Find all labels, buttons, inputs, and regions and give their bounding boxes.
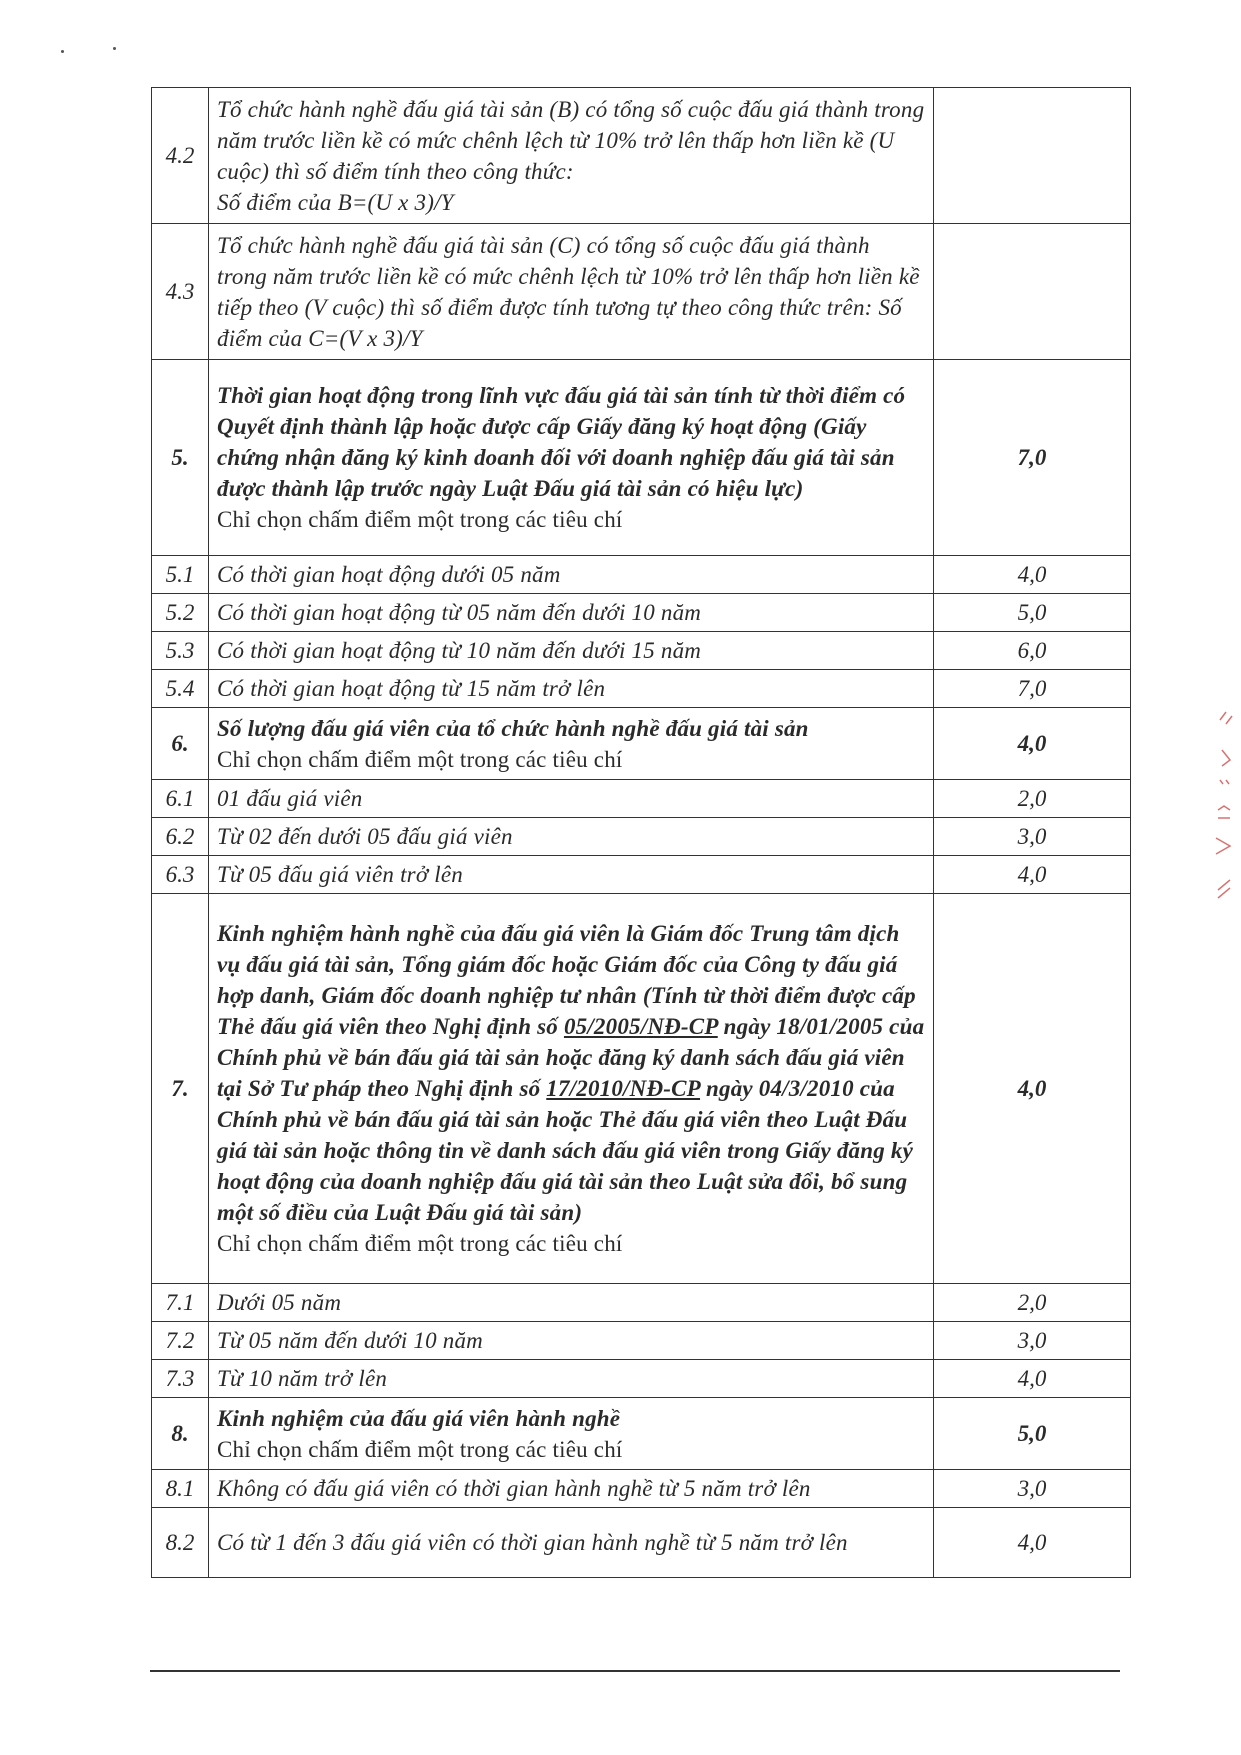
row-number: 7.1 <box>152 1284 209 1322</box>
row-score: 3,0 <box>934 818 1131 856</box>
table-row <box>152 780 1131 818</box>
row-number: 5. <box>152 360 209 556</box>
row-score: 4,0 <box>934 1360 1131 1398</box>
row-score: 7,0 <box>934 670 1131 708</box>
row-number: 8.2 <box>152 1508 209 1578</box>
row-number: 5.4 <box>152 670 209 708</box>
table-row-section <box>152 360 1131 556</box>
section-note: Chỉ chọn chấm điểm một trong các tiêu chí <box>217 1436 623 1462</box>
row-number: 7.3 <box>152 1360 209 1398</box>
row-number: 5.3 <box>152 632 209 670</box>
row-description: 01 đấu giá viên <box>209 780 934 818</box>
section-note: Chỉ chọn chấm điểm một trong các tiêu chí <box>217 1231 623 1256</box>
criteria-table <box>151 87 1131 1578</box>
table-row-section <box>152 708 1131 780</box>
table-row <box>152 632 1131 670</box>
row-description: Từ 05 năm đến dưới 10 năm <box>209 1322 934 1360</box>
formula-text: Số điểm của B=(U x 3)/Y <box>217 189 454 215</box>
row-score <box>934 224 1131 360</box>
row-description: Từ 05 đấu giá viên trở lên <box>209 856 934 894</box>
scan-dot <box>61 50 64 53</box>
row-description: Từ 02 đến dưới 05 đấu giá viên <box>209 818 934 856</box>
row-number: 6.2 <box>152 818 209 856</box>
row-number: 4.3 <box>152 224 209 360</box>
row-description: Có thời gian hoạt động từ 15 năm trở lên <box>209 670 934 708</box>
row-number: 6.1 <box>152 780 209 818</box>
table-row <box>152 224 1131 360</box>
row-score: 4,0 <box>934 556 1131 594</box>
table-row <box>152 1360 1131 1398</box>
row-number: 7.2 <box>152 1322 209 1360</box>
section-title: Kinh nghiệm của đấu giá viên hành nghề <box>217 1405 621 1431</box>
row-score: 4,0 <box>934 708 1131 780</box>
row-description: Dưới 05 năm <box>209 1284 934 1322</box>
row-description: Không có đấu giá viên có thời gian hành nghề từ 5 năm trở lên <box>209 1470 934 1508</box>
section-title: Số lượng đấu giá viên của tổ chức hành nghề đấu giá tài sản <box>217 715 809 741</box>
row-score: 5,0 <box>934 594 1131 632</box>
table-row <box>152 1284 1131 1322</box>
row-description: Tổ chức hành nghề đấu giá tài sản (B) có tổng số cuộc đấu giá thành trong năm trước liền kề có mức chênh lệch từ 10% trở lên thấp hơn liền kề (U cuộc) thì số điểm tính theo công thức: Số điểm của B=(U x 3)/Y <box>209 88 934 224</box>
row-description <box>209 894 934 1284</box>
table-row-section <box>152 894 1131 1284</box>
stamp-fragment-icon <box>1212 710 1238 920</box>
row-number: 6. <box>152 708 209 780</box>
row-score: 4,0 <box>934 1508 1131 1578</box>
row-description: Tổ chức hành nghề đấu giá tài sản (C) có tổng số cuộc đấu giá thành trong năm trước liền kề có mức chênh lệch từ 10% trở lên thấp hơn liền kề tiếp theo (V cuộc) thì số điểm được tính tương tự theo công thức trên: Số điểm của C=(V x 3)/Y <box>209 224 934 360</box>
row-description <box>209 1398 934 1470</box>
row-score: 4,0 <box>934 894 1131 1284</box>
row-description: Có thời gian hoạt động từ 05 năm đến dưới 10 năm <box>209 594 934 632</box>
section-note: Chỉ chọn chấm điểm một trong các tiêu chí <box>217 746 623 772</box>
section-title: Kinh nghiệm hành nghề của đấu giá viên là Giám đốc Trung tâm dịch vụ đấu giá tài sản, Tổng giám đốc hoặc Giám đốc của Công ty đấu giá hợp danh, Giám đốc doanh nghiệp tư nhân (Tính từ thời điểm được cấp Thẻ đấu giá viên theo Nghị định số 05/2005/NĐ-CP ngày 18/01/2005 của Chính phủ về bán đấu giá tài sản hoặc đăng ký danh sách đấu giá viên tại Sở Tư pháp theo Nghị định số 17/2010/NĐ-CP ngày 04/3/2010 của Chính phủ về bán đấu giá tài sản hoặc Thẻ đấu giá viên theo Luật Đấu giá tài sản hoặc thông tin về danh sách đấu giá viên trong Giấy đăng ký hoạt động của doanh nghiệp đấu giá tài sản theo Luật sửa đổi, bổ sung một số điều của Luật Đấu giá tài sản) <box>217 921 925 1225</box>
table-row <box>152 594 1131 632</box>
decree-link-05-2005: 05/2005/NĐ-CP <box>563 1014 718 1039</box>
table-row <box>152 856 1131 894</box>
row-score: 6,0 <box>934 632 1131 670</box>
row-description: Có thời gian hoạt động dưới 05 năm <box>209 556 934 594</box>
row-description <box>209 708 934 780</box>
row-number: 5.1 <box>152 556 209 594</box>
row-description: Có từ 1 đến 3 đấu giá viên có thời gian hành nghề từ 5 năm trở lên <box>209 1508 934 1578</box>
row-score: 3,0 <box>934 1322 1131 1360</box>
row-description: Từ 10 năm trở lên <box>209 1360 934 1398</box>
section-note: Chỉ chọn chấm điểm một trong các tiêu chí <box>217 507 623 532</box>
row-score: 2,0 <box>934 1284 1131 1322</box>
table-row <box>152 1470 1131 1508</box>
table-row <box>152 1322 1131 1360</box>
row-description <box>209 360 934 556</box>
row-score: 3,0 <box>934 1470 1131 1508</box>
table-row <box>152 556 1131 594</box>
row-score <box>934 88 1131 224</box>
row-number: 7. <box>152 894 209 1284</box>
row-number: 8. <box>152 1398 209 1470</box>
row-score: 4,0 <box>934 856 1131 894</box>
table-row-section <box>152 1398 1131 1470</box>
footer-divider <box>150 1670 1120 1672</box>
table-row <box>152 1508 1131 1578</box>
section-title: Thời gian hoạt động trong lĩnh vực đấu giá tài sản tính từ thời điểm có Quyết định thành lập hoặc được cấp Giấy đăng ký hoạt động (Giấy chứng nhận đăng ký kinh doanh đối với doanh nghiệp đấu giá tài sản được thành lập trước ngày Luật Đấu giá tài sản có hiệu lực) <box>217 383 906 501</box>
row-score: 7,0 <box>934 360 1131 556</box>
decree-link-17-2010: 17/2010/NĐ-CP <box>546 1076 701 1101</box>
row-score: 5,0 <box>934 1398 1131 1470</box>
table-row <box>152 88 1131 224</box>
scan-dot <box>113 47 116 50</box>
row-number: 5.2 <box>152 594 209 632</box>
row-score: 2,0 <box>934 780 1131 818</box>
table-row <box>152 670 1131 708</box>
row-description: Có thời gian hoạt động từ 10 năm đến dưới 15 năm <box>209 632 934 670</box>
row-number: 4.2 <box>152 88 209 224</box>
row-number: 6.3 <box>152 856 209 894</box>
row-number: 8.1 <box>152 1470 209 1508</box>
table-row <box>152 818 1131 856</box>
